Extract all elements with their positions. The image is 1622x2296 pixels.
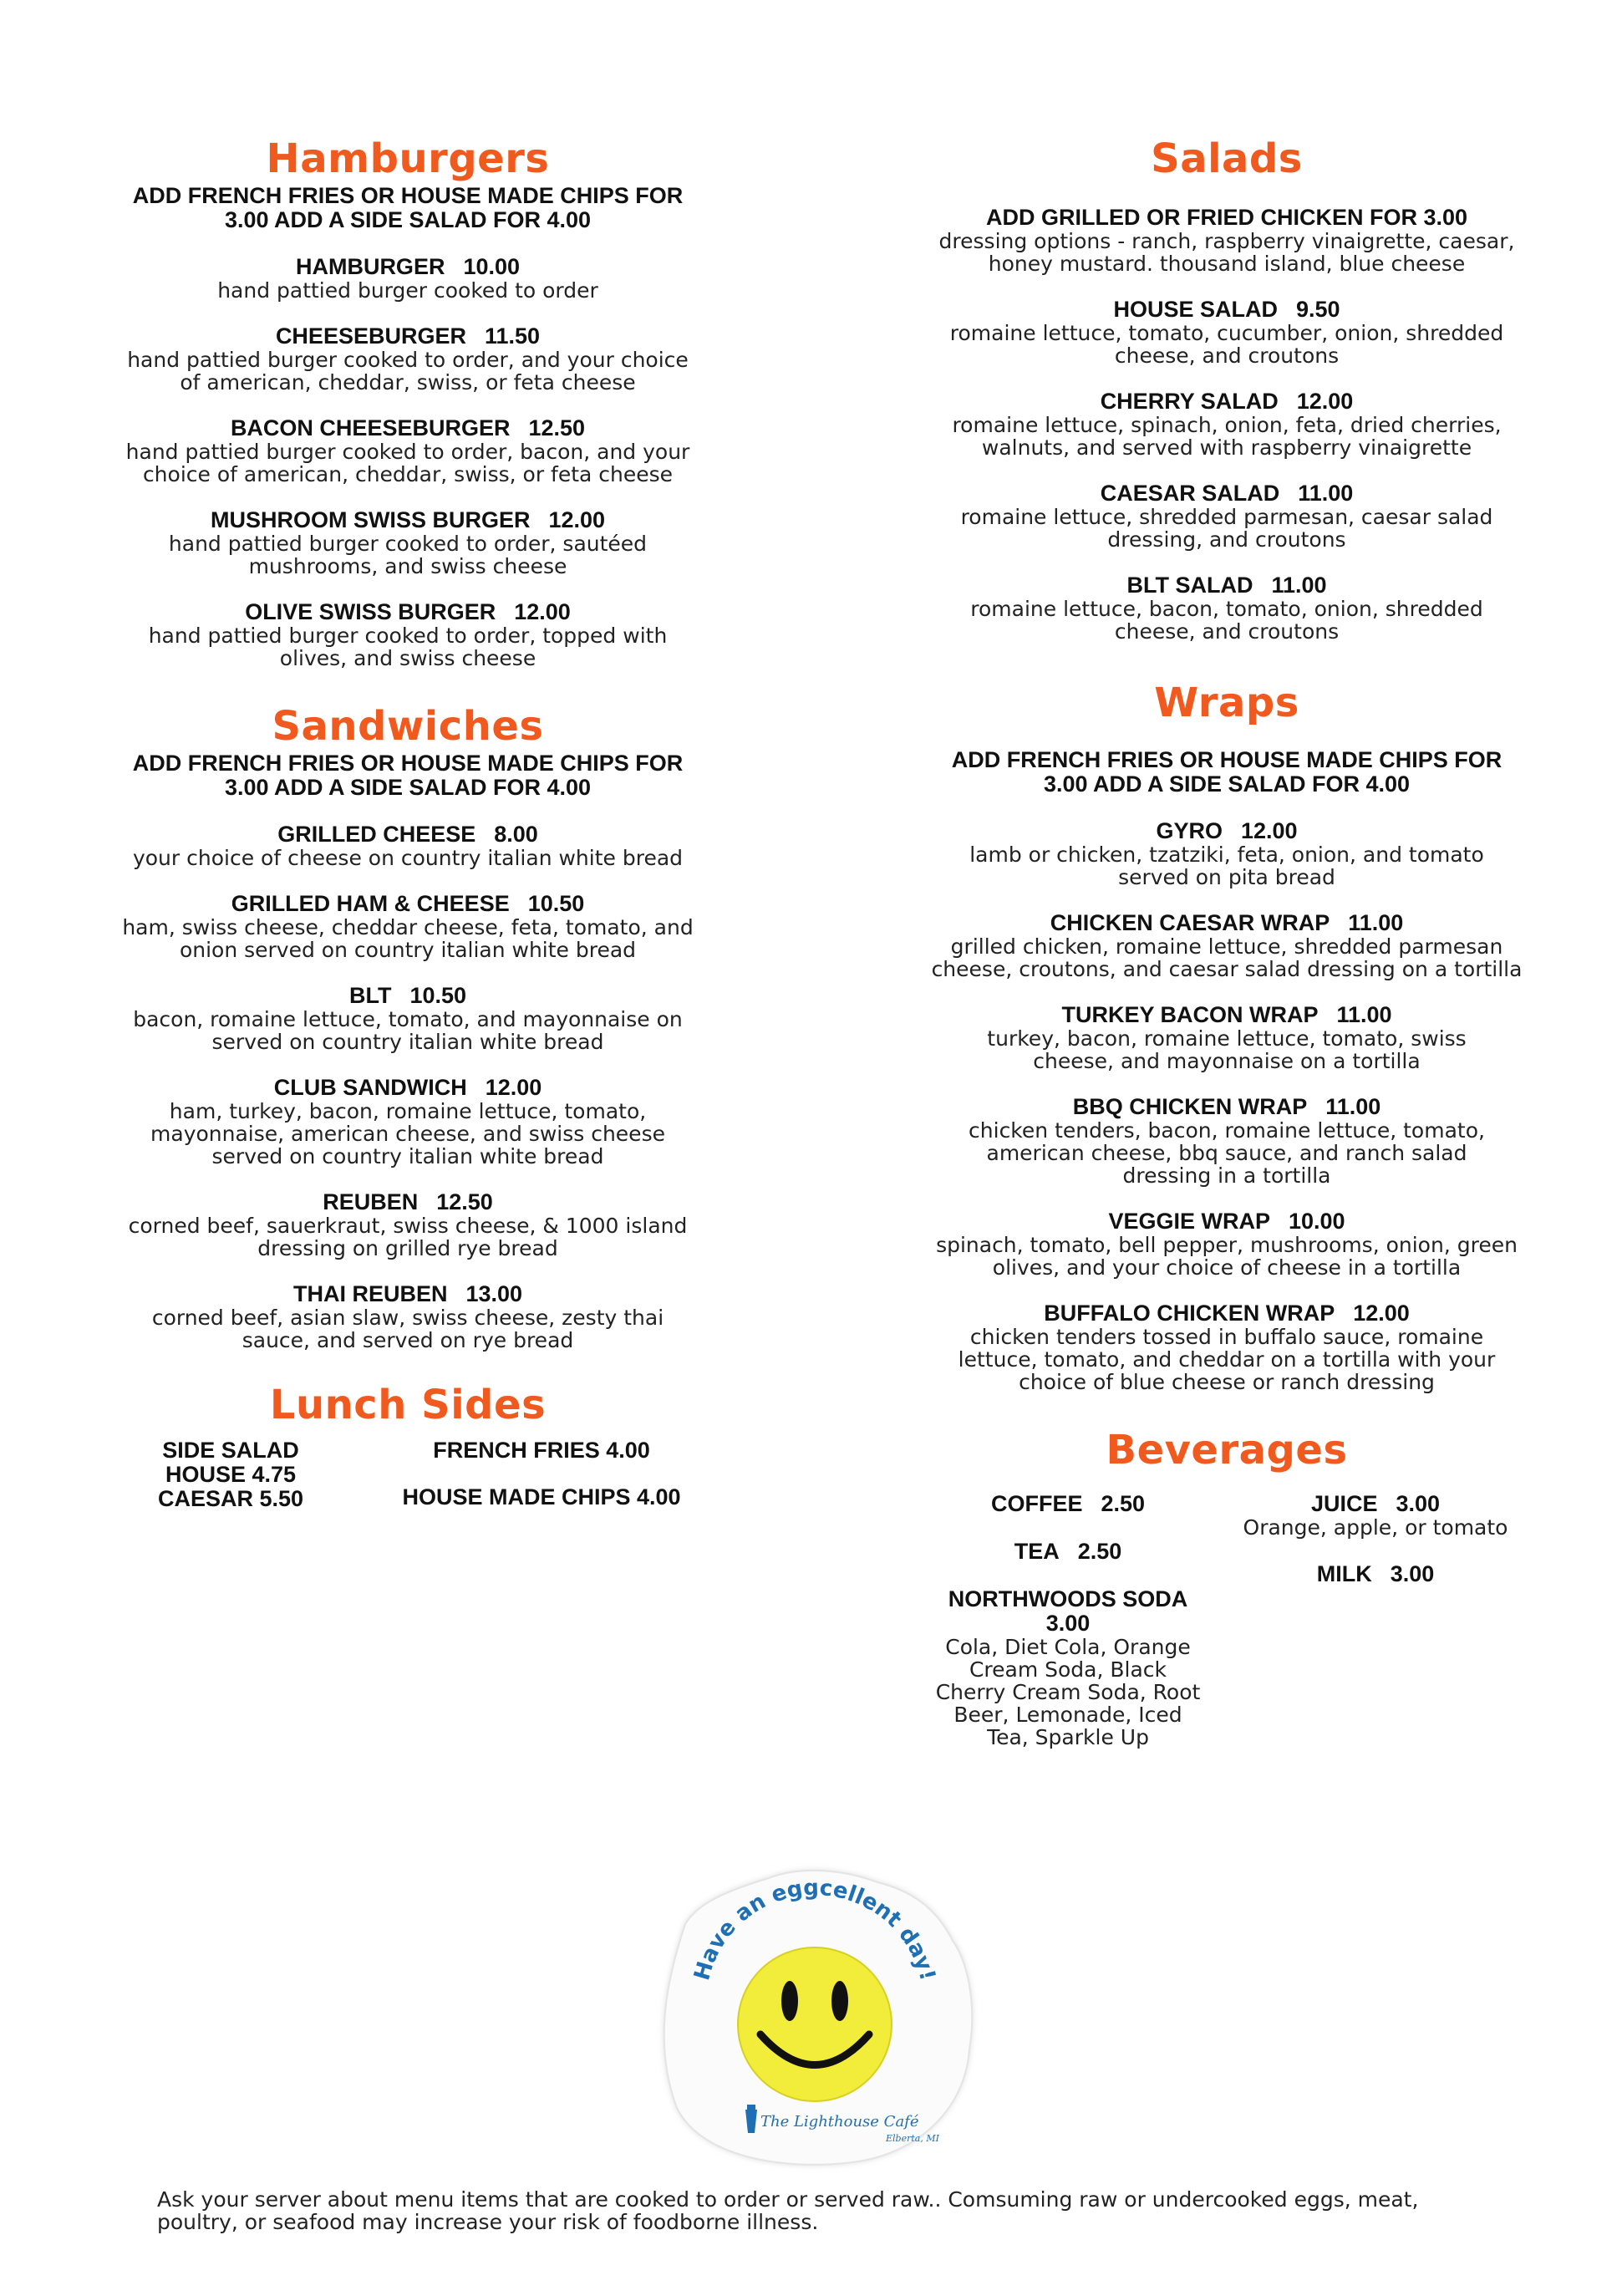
menu-item	[926, 573, 1528, 643]
item-name: CHERRY SALAD	[1100, 389, 1279, 414]
item-price: 10.50	[409, 983, 467, 1008]
menu-item	[926, 298, 1528, 367]
right-column	[926, 134, 1528, 1776]
item-description: Cola, Diet Cola, Orange Cream Soda, Black Cherry Cream Soda, Root Beer, Lemonade, Iced Tea, Sparkle Up	[935, 1635, 1201, 1749]
item-name: HOUSE SALAD	[1113, 297, 1278, 322]
item-name: GYRO	[1156, 818, 1223, 843]
menu-item	[107, 1190, 709, 1260]
brand-text: The Lighthouse Café	[760, 2113, 919, 2131]
item-price: 10.50	[527, 891, 585, 916]
item-name: GRILLED HAM & CHEESE	[231, 891, 510, 916]
item-price: 10.00	[463, 254, 521, 279]
item-price: 11.00	[1325, 1094, 1381, 1119]
item-name: TURKEY BACON WRAP	[1061, 1002, 1319, 1027]
item-description: romaine lettuce, tomato, cucumber, onion, shredded cheese, and croutons	[949, 321, 1504, 368]
item-price: 3.00	[1390, 1561, 1435, 1586]
item-price: 10.00	[1288, 1209, 1345, 1234]
item-name: COFFEE	[990, 1491, 1083, 1516]
menu-item	[107, 508, 709, 578]
item-description: ham, turkey, bacon, romaine lettuce, tomato, mayonnaise, american cheese, and swiss cheese served on country italian white bread	[150, 1099, 665, 1168]
salads-list	[926, 298, 1528, 643]
item-name: TEA	[1014, 1539, 1060, 1564]
item-price: 12.50	[528, 415, 586, 440]
slogan-text: Have an eggcellent day!	[689, 1875, 940, 1983]
salads-note: ADD GRILLED OR FRIED CHICKEN FOR 3.00	[985, 205, 1468, 230]
beverages-list	[926, 1492, 1528, 1776]
location-text: Elberta, MI	[886, 2133, 939, 2144]
item-price: 8.00	[494, 822, 538, 847]
item-price: 12.50	[436, 1189, 493, 1214]
left-column	[107, 134, 709, 1539]
menu-item	[107, 600, 709, 669]
french-fries-item: FRENCH FRIES 4.00	[433, 1438, 650, 1463]
item-name: BLT SALAD	[1126, 573, 1253, 598]
item-description: hand pattied burger cooked to order, bacon, and your choice of american, cheddar, swiss, or feta cheese	[125, 440, 690, 486]
sandwiches-heading: Sandwiches	[272, 703, 544, 750]
item-description: romaine lettuce, shredded parmesan, caesar salad dressing, and croutons	[960, 505, 1493, 552]
hamburgers-list	[107, 255, 709, 669]
item-price: 11.50	[484, 323, 541, 349]
menu-item	[1217, 1562, 1534, 1586]
item-name: HAMBURGER	[295, 254, 445, 279]
menu-item	[107, 1282, 709, 1352]
item-price: 12.00	[1240, 818, 1298, 843]
sandwiches-section	[107, 701, 709, 1352]
hamburgers-note: ADD FRENCH FRIES OR HOUSE MADE CHIPS FOR 3.00 ADD A SIDE SALAD FOR 4.00	[132, 183, 684, 232]
menu-item	[926, 1587, 1210, 1749]
item-price: 12.00	[548, 507, 606, 532]
menu-item	[926, 911, 1528, 980]
item-description: spinach, tomato, bell pepper, mushrooms, onion, green olives, and your choice of cheese in a tortilla	[936, 1233, 1518, 1280]
house-chips-item: HOUSE MADE CHIPS 4.00	[402, 1484, 681, 1509]
lunch-sides-list	[107, 1438, 709, 1539]
food-safety-disclaimer: Ask your server about menu items that are cooked to order or served raw.. Comsuming raw or undercooked eggs, meat, poultry, or seafood may increase your risk of foodborne illness.	[157, 2187, 1419, 2234]
salads-section	[926, 134, 1528, 643]
menu-item	[107, 416, 709, 486]
item-description: Orange, apple, or tomato	[1243, 1515, 1508, 1540]
item-name: MUSHROOM SWISS BURGER	[210, 507, 531, 532]
item-description: hand pattied burger cooked to order, topped with olives, and swiss cheese	[148, 624, 668, 670]
menu-item	[107, 822, 709, 869]
beverages-right	[1217, 1492, 1534, 1586]
item-price: 12.00	[1296, 389, 1354, 414]
item-price: 2.50	[1077, 1539, 1122, 1564]
item-price: 3.00	[1045, 1611, 1091, 1636]
wraps-heading: Wraps	[1154, 680, 1299, 726]
item-name: BLT	[348, 983, 392, 1008]
sandwiches-note: ADD FRENCH FRIES OR HOUSE MADE CHIPS FOR 3.00 ADD A SIDE SALAD FOR 4.00	[132, 751, 684, 800]
item-price: 11.00	[1271, 573, 1327, 598]
item-name: CHICKEN CAESAR WRAP	[1050, 910, 1330, 935]
salads-heading: Salads	[1151, 135, 1303, 182]
menu-item	[926, 1301, 1528, 1393]
dressing-options: dressing options - ranch, raspberry vinaigrette, caesar, honey mustard. thousand island, blue cheese	[938, 229, 1515, 276]
menu-item	[926, 389, 1528, 459]
item-name: CHEESEBURGER	[275, 323, 466, 349]
beverages-heading: Beverages	[1106, 1427, 1348, 1474]
item-description: romaine lettuce, bacon, tomato, onion, shredded cheese, and croutons	[970, 597, 1483, 644]
item-description: corned beef, sauerkraut, swiss cheese, & 1000 island dressing on grilled rye bread	[128, 1214, 688, 1260]
item-description: ham, swiss cheese, cheddar cheese, feta, tomato, and onion served on country italian white bread	[122, 915, 694, 962]
menu-item	[926, 481, 1528, 551]
menu-item	[926, 819, 1528, 888]
menu-item	[1217, 1492, 1534, 1539]
beverages-section	[926, 1425, 1528, 1776]
lunch-sides-heading: Lunch Sides	[269, 1382, 547, 1428]
smiley-face-icon	[738, 1947, 892, 2101]
menu-item	[107, 1076, 709, 1168]
item-description: hand pattied burger cooked to order, and your choice of american, cheddar, swiss, or feta cheese	[127, 348, 689, 395]
wraps-section	[926, 678, 1528, 1393]
menu-item	[926, 1492, 1210, 1516]
item-description: hand pattied burger cooked to order, sautéed mushrooms, and swiss cheese	[168, 532, 648, 578]
item-name: BUFFALO CHICKEN WRAP	[1044, 1301, 1335, 1326]
item-name: CAESAR SALAD	[1100, 481, 1280, 506]
item-name: OLIVE SWISS BURGER	[245, 599, 496, 624]
item-price: 12.00	[1353, 1301, 1410, 1326]
eggcellent-logo	[635, 1857, 986, 2175]
item-price: 11.00	[1298, 481, 1354, 506]
wraps-list	[926, 819, 1528, 1393]
item-description: chicken tenders, bacon, romaine lettuce, tomato, american cheese, bbq sauce, and ranch salad dressing in a tortilla	[969, 1118, 1485, 1188]
item-description: hand pattied burger cooked to order	[217, 278, 598, 303]
item-name: BBQ CHICKEN WRAP	[1072, 1094, 1308, 1119]
item-name: MILK	[1316, 1561, 1372, 1586]
side-salad-item: SIDE SALAD HOUSE 4.75 CAESAR 5.50	[157, 1438, 304, 1511]
item-description: lamb or chicken, tzatziki, feta, onion, and tomato served on pita bread	[969, 843, 1484, 889]
item-description: chicken tenders tossed in buffalo sauce, romaine lettuce, tomato, and cheddar on a tortilla with your choice of blue cheese or ranch dressing	[958, 1325, 1496, 1394]
menu-item	[107, 984, 709, 1053]
wraps-note: ADD FRENCH FRIES OR HOUSE MADE CHIPS FOR 3.00 ADD A SIDE SALAD FOR 4.00	[951, 747, 1503, 797]
menu-item	[926, 1540, 1210, 1564]
item-name: NORTHWOODS SODA	[948, 1586, 1188, 1611]
item-description: romaine lettuce, spinach, onion, feta, dried cherries, walnuts, and served with raspberry vinaigrette	[952, 413, 1502, 460]
menu-item	[107, 255, 709, 302]
item-name: CLUB SANDWICH	[273, 1075, 467, 1100]
item-price: 11.00	[1348, 910, 1404, 935]
menu-item	[926, 1003, 1528, 1072]
item-name: BACON CHEESEBURGER	[230, 415, 511, 440]
hamburgers-heading: Hamburgers	[266, 135, 550, 182]
menu-item	[107, 892, 709, 961]
item-description: turkey, bacon, romaine lettuce, tomato, swiss cheese, and mayonnaise on a tortilla	[987, 1026, 1467, 1073]
item-name: THAI REUBEN	[292, 1281, 448, 1306]
item-price: 12.00	[485, 1075, 542, 1100]
hamburgers-section	[107, 134, 709, 669]
item-description: bacon, romaine lettuce, tomato, and mayonnaise on served on country italian white bread	[133, 1007, 683, 1054]
item-name: GRILLED CHEESE	[277, 822, 476, 847]
item-price: 12.00	[514, 599, 571, 624]
item-price: 2.50	[1101, 1491, 1146, 1516]
sandwiches-list	[107, 822, 709, 1352]
item-price: 9.50	[1295, 297, 1340, 322]
lunch-sides-section	[107, 1380, 709, 1539]
item-description: grilled chicken, romaine lettuce, shredded parmesan cheese, croutons, and caesar salad dressing on a tortilla	[931, 934, 1523, 981]
menu-item	[107, 324, 709, 394]
fried-egg-icon	[635, 1857, 986, 2175]
menu-item	[926, 1095, 1528, 1187]
item-price: 13.00	[465, 1281, 523, 1306]
item-name: VEGGIE WRAP	[1108, 1209, 1270, 1234]
menu-item	[926, 1209, 1528, 1279]
item-description: corned beef, asian slaw, swiss cheese, zesty thai sauce, and served on rye bread	[151, 1306, 664, 1352]
item-name: JUICE	[1310, 1491, 1378, 1516]
item-name: REUBEN	[323, 1189, 419, 1214]
beverages-left	[926, 1492, 1210, 1749]
item-price: 11.00	[1336, 1002, 1392, 1027]
item-price: 3.00	[1396, 1491, 1441, 1516]
item-description: your choice of cheese on country italian white bread	[132, 846, 684, 870]
